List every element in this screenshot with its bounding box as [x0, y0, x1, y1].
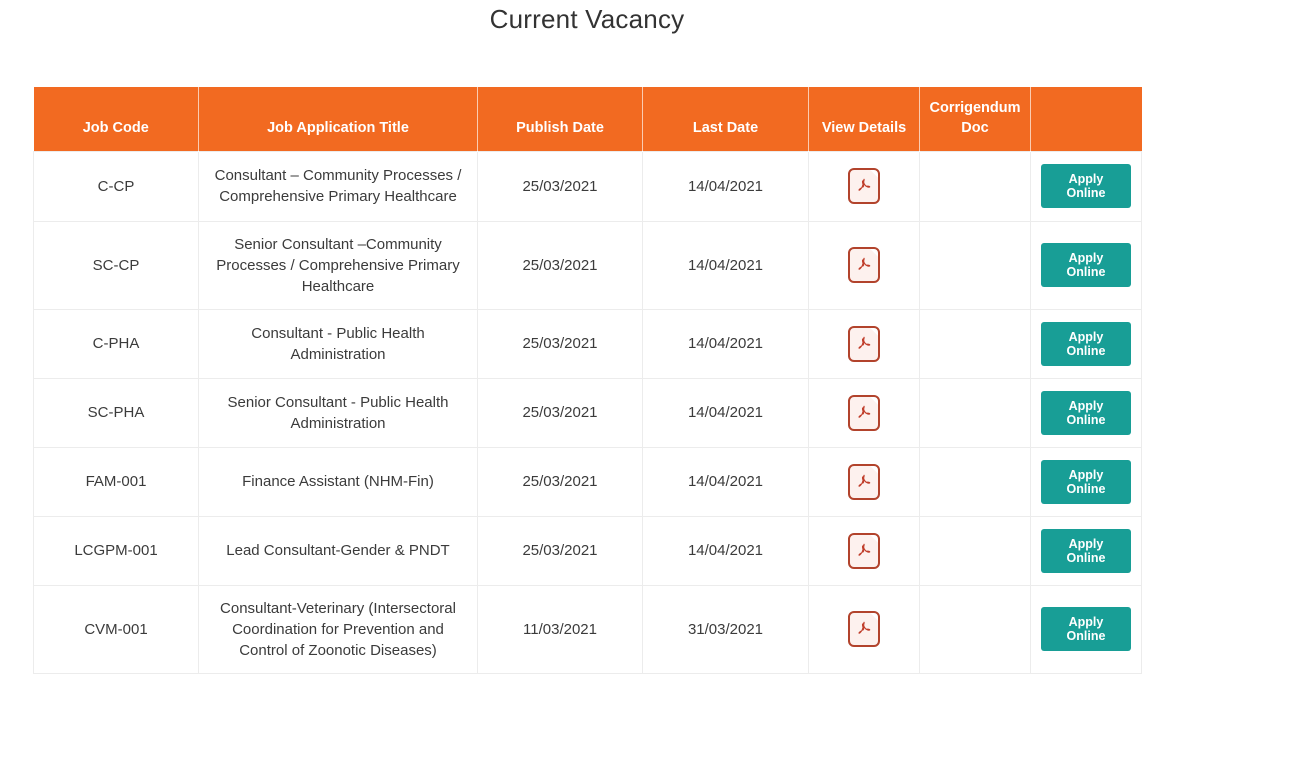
- apply-online-button[interactable]: Apply Online: [1041, 607, 1131, 651]
- job-title-cell: Senior Consultant - Public Health Administration: [199, 378, 478, 447]
- apply-cell: [1031, 447, 1142, 516]
- apply-online-button[interactable]: Apply Online: [1041, 460, 1131, 504]
- view-details-cell: [809, 309, 920, 378]
- job-code-cell: SC-PHA: [34, 378, 199, 447]
- pdf-link[interactable]: [848, 326, 880, 362]
- corrigendum-cell: [920, 151, 1031, 221]
- apply-online-button[interactable]: Apply Online: [1041, 164, 1131, 208]
- last-date-cell: 14/04/2021: [643, 447, 809, 516]
- header-last-date: Last Date: [643, 87, 809, 151]
- job-code-cell: C-PHA: [34, 309, 199, 378]
- job-code-cell: FAM-001: [34, 447, 199, 516]
- job-title-cell: Consultant-Veterinary (Intersectoral Coordination for Prevention and Control of Zoonotic Diseases): [199, 585, 478, 673]
- page: [33, 4, 1141, 674]
- view-details-cell: [809, 516, 920, 585]
- table-header: [34, 87, 1142, 151]
- pdf-file-icon: [848, 464, 880, 500]
- last-date-cell: 14/04/2021: [643, 151, 809, 221]
- table-row: [34, 309, 1142, 378]
- pdf-file-icon: [848, 611, 880, 647]
- header-publish-date: Publish Date: [478, 87, 643, 151]
- last-date-cell: 14/04/2021: [643, 221, 809, 309]
- last-date-cell: 31/03/2021: [643, 585, 809, 673]
- header-view-details: View Details: [809, 87, 920, 151]
- apply-online-button[interactable]: Apply Online: [1041, 391, 1131, 435]
- apply-cell: [1031, 151, 1142, 221]
- view-details-cell: [809, 221, 920, 309]
- apply-cell: [1031, 585, 1142, 673]
- pdf-link[interactable]: [848, 464, 880, 500]
- view-details-cell: [809, 151, 920, 221]
- publish-date-cell: 25/03/2021: [478, 516, 643, 585]
- pdf-link[interactable]: [848, 247, 880, 283]
- view-details-cell: [809, 447, 920, 516]
- vacancy-table: [33, 87, 1142, 674]
- table-row: [34, 221, 1142, 309]
- table-row: [34, 378, 1142, 447]
- corrigendum-cell: [920, 516, 1031, 585]
- corrigendum-cell: [920, 309, 1031, 378]
- table-row: [34, 151, 1142, 221]
- job-code-cell: C-CP: [34, 151, 199, 221]
- job-title-cell: Consultant - Public Health Administration: [199, 309, 478, 378]
- last-date-cell: 14/04/2021: [643, 309, 809, 378]
- corrigendum-cell: [920, 221, 1031, 309]
- table-body: [34, 151, 1142, 673]
- apply-online-button[interactable]: Apply Online: [1041, 529, 1131, 573]
- pdf-file-icon: [848, 395, 880, 431]
- vacancy-table-container: [33, 87, 1141, 674]
- job-code-cell: CVM-001: [34, 585, 199, 673]
- job-title-cell: Lead Consultant-Gender & PNDT: [199, 516, 478, 585]
- header-job-title: Job Application Title: [199, 87, 478, 151]
- pdf-file-icon: [848, 326, 880, 362]
- publish-date-cell: 25/03/2021: [478, 151, 643, 221]
- apply-online-button[interactable]: Apply Online: [1041, 243, 1131, 287]
- publish-date-cell: 11/03/2021: [478, 585, 643, 673]
- pdf-file-icon: [848, 247, 880, 283]
- apply-cell: [1031, 378, 1142, 447]
- pdf-link[interactable]: [848, 395, 880, 431]
- header-corrigendum-doc: Corrigendum Doc: [920, 87, 1031, 151]
- last-date-cell: 14/04/2021: [643, 378, 809, 447]
- pdf-file-icon: [848, 168, 880, 204]
- corrigendum-cell: [920, 585, 1031, 673]
- table-row: [34, 447, 1142, 516]
- publish-date-cell: 25/03/2021: [478, 221, 643, 309]
- job-code-cell: SC-CP: [34, 221, 199, 309]
- header-job-code: Job Code: [34, 87, 199, 151]
- table-row: [34, 585, 1142, 673]
- view-details-cell: [809, 378, 920, 447]
- job-code-cell: LCGPM-001: [34, 516, 199, 585]
- job-title-cell: Senior Consultant –Community Processes / Comprehensive Primary Healthcare: [199, 221, 478, 309]
- job-title-cell: Consultant – Community Processes / Comprehensive Primary Healthcare: [199, 151, 478, 221]
- apply-cell: [1031, 516, 1142, 585]
- last-date-cell: 14/04/2021: [643, 516, 809, 585]
- job-title-cell: Finance Assistant (NHM-Fin): [199, 447, 478, 516]
- corrigendum-cell: [920, 378, 1031, 447]
- table-row: [34, 516, 1142, 585]
- apply-cell: [1031, 221, 1142, 309]
- page-title: Current Vacancy: [489, 4, 685, 34]
- pdf-link[interactable]: [848, 168, 880, 204]
- apply-online-button[interactable]: Apply Online: [1041, 322, 1131, 366]
- apply-cell: [1031, 309, 1142, 378]
- pdf-file-icon: [848, 533, 880, 569]
- publish-date-cell: 25/03/2021: [478, 309, 643, 378]
- pdf-link[interactable]: [848, 611, 880, 647]
- header-row: [34, 87, 1142, 151]
- publish-date-cell: 25/03/2021: [478, 378, 643, 447]
- publish-date-cell: 25/03/2021: [478, 447, 643, 516]
- corrigendum-cell: [920, 447, 1031, 516]
- view-details-cell: [809, 585, 920, 673]
- header-apply: [1031, 87, 1142, 151]
- pdf-link[interactable]: [848, 533, 880, 569]
